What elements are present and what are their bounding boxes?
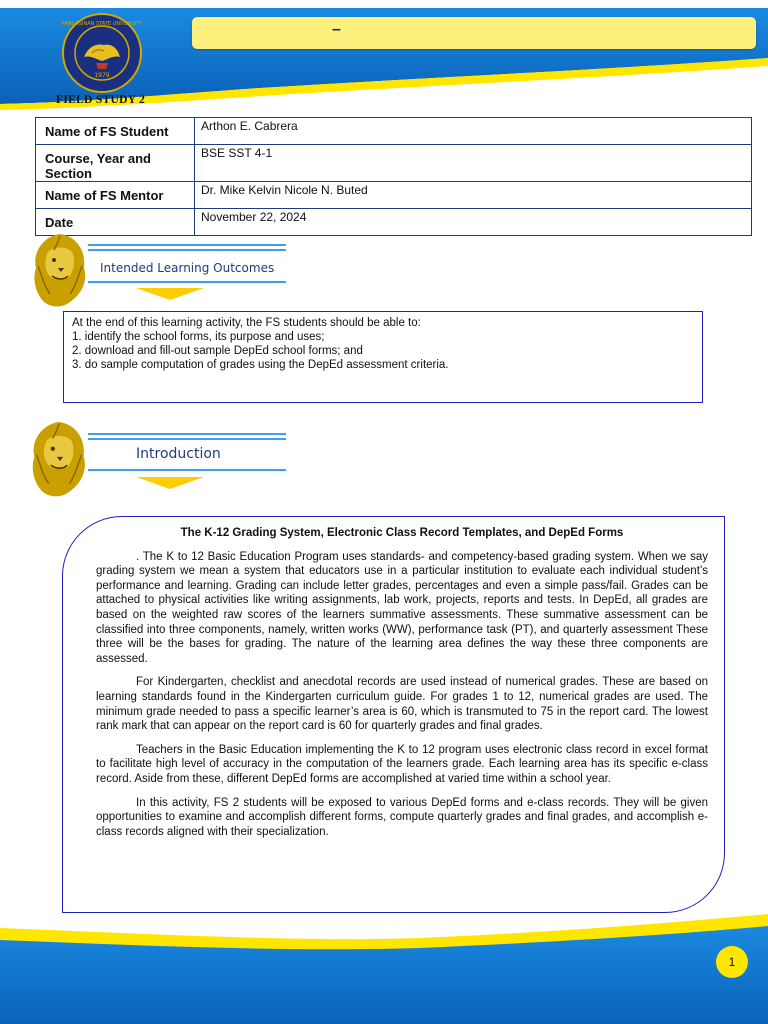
- title-bar: [192, 17, 756, 49]
- intro-paragraph: For Kindergarten, checklist and anecdotal records are used instead of numerical grades. These are based on learning standards found in the Kindergarten curriculum guide. For grades 1 to 12, numerical grades are used. The minimum grade needed to pass a specific learner’s area is 60, which is transmuted to 75 in the report card. The lowest rank mark that can appear on the report card is 60 for quarterly grades and final grades.: [96, 676, 708, 733]
- section-rule: [88, 438, 286, 440]
- field-study-label: FIELD STUDY 2: [56, 94, 146, 106]
- student-info-table: [35, 117, 752, 236]
- info-value: Dr. Mike Kelvin Nicole N. Buted: [195, 182, 752, 209]
- footer-wave-band: [0, 900, 768, 1024]
- page-number-badge: 1: [716, 946, 748, 978]
- section-rule: [88, 244, 286, 246]
- table-row: [36, 145, 752, 182]
- table-row: [36, 209, 752, 236]
- info-label: Course, Year and Section: [36, 145, 195, 182]
- info-label: Name of FS Mentor: [36, 182, 195, 209]
- info-label: Date: [36, 209, 195, 236]
- table-row: [36, 182, 752, 209]
- info-value: November 22, 2024: [195, 209, 752, 236]
- university-seal-icon: [62, 13, 142, 93]
- info-value: BSE SST 4-1: [195, 145, 752, 182]
- lion-head-icon: [28, 420, 90, 500]
- intro-box: [62, 516, 725, 913]
- section-rule: [88, 281, 286, 283]
- info-label: Name of FS Student: [36, 118, 195, 145]
- ilo-line: 2. download and fill-out sample DepEd school forms; and: [72, 345, 363, 357]
- intro-paragraph: Teachers in the Basic Education implementing the K to 12 program uses electronic class record in excel format to facilitate high level of accuracy in the computation of the learners grade. Each learning area has its specific e-class record. Aside from these, different DepEd forms are accomplished at varied time within a school year.: [96, 743, 708, 785]
- arrow-down-icon: [136, 288, 204, 300]
- ilo-heading: Intended Learning Outcomes: [100, 261, 275, 275]
- info-value: Arthon E. Cabrera: [195, 118, 752, 145]
- intro-paragraph: In this activity, FS 2 students will be exposed to various DepEd forms and e-class records. They will be given opportunities to examine and accomplish different forms, compute quarterly grades and final grades, and accomplish e-class records aligned with their specialization.: [96, 796, 708, 838]
- seal-year: 1979: [94, 72, 110, 79]
- intro-title: The K-12 Grading System, Electronic Class Record Templates, and DepEd Forms: [180, 527, 624, 539]
- title-text: –: [332, 21, 341, 38]
- section-rule: [88, 469, 286, 471]
- section-rule: [88, 433, 286, 435]
- ilo-line: 1. identify the school forms, its purpose and uses;: [72, 331, 325, 343]
- ilo-line: 3. do sample computation of grades using the DepEd assessment criteria.: [72, 359, 449, 371]
- section-rule: [88, 249, 286, 251]
- ilo-line: At the end of this learning activity, the FS students should be able to:: [72, 317, 421, 329]
- intro-heading: Introduction: [136, 446, 221, 462]
- arrow-down-icon: [136, 477, 204, 489]
- lion-head-icon: [30, 232, 90, 310]
- seal-text: PANGASINAN STATE UNIVERSITY: [62, 21, 142, 27]
- intro-paragraph: . The K to 12 Basic Education Program uses standards- and competency-based grading system. When we say grading system we mean a system that educators use in a particular institution to evaluate each individual student’s performance and learning. Grading can include letter grades, percentages and even a simple pass/fail. Grades can be attached to physical activities like writing assignments, lab work, projects, reports and tests. In DepEd, all grades are based on the weighted raw scores of the learners summative assessments. These summative assessment can be classified into three components, namely, written works (WW), performance task (PT), and quarterly assessment These three will be the bases for grading. The nature of the learning area defines the way these three components are assessed.: [96, 550, 708, 665]
- ilo-box: [63, 311, 703, 403]
- table-row: [36, 118, 752, 145]
